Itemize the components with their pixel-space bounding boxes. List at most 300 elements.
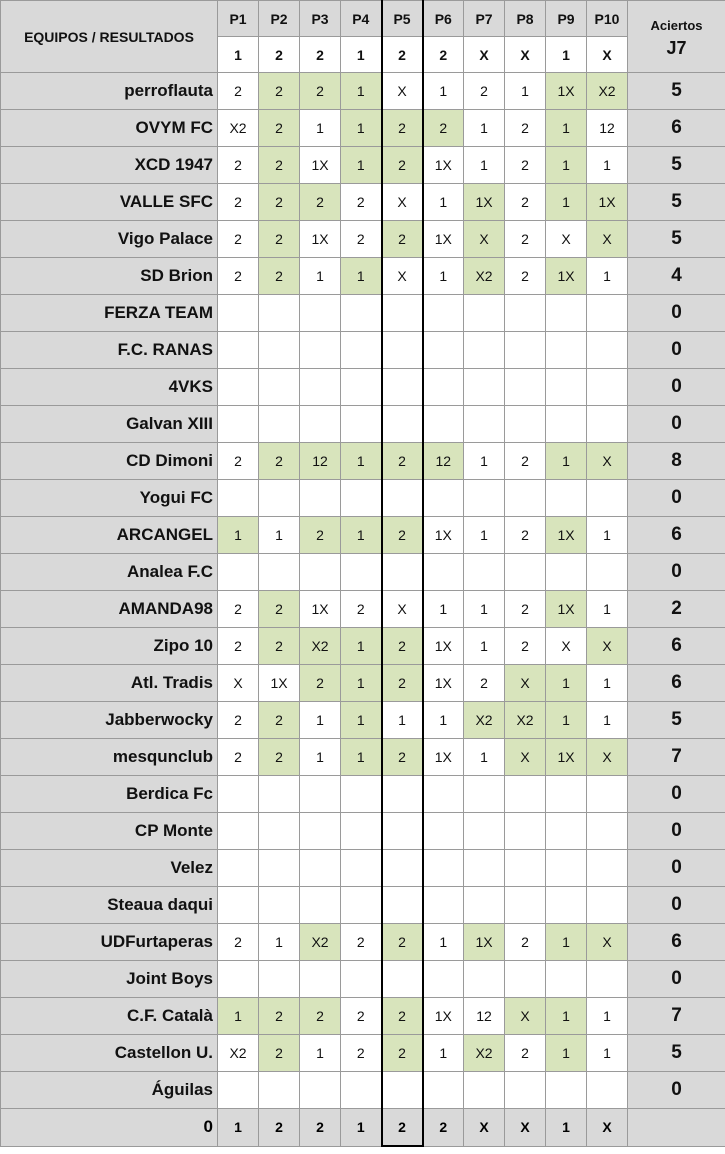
aciertos-score: 5 — [628, 147, 725, 184]
question-header: P9 — [546, 1, 587, 37]
prediction-cell: 1 — [464, 591, 505, 628]
prediction-cell: 2 — [218, 184, 259, 221]
table-row — [1, 702, 725, 739]
prediction-cell — [505, 961, 546, 998]
prediction-cell — [382, 887, 423, 924]
prediction-cell — [464, 813, 505, 850]
prediction-cell — [546, 369, 587, 406]
prediction-cell — [382, 776, 423, 813]
prediction-cell: 2 — [218, 628, 259, 665]
prediction-cell: 1 — [300, 1035, 341, 1072]
table-row — [1, 406, 725, 443]
prediction-cell: 1 — [423, 702, 464, 739]
prediction-cell — [341, 406, 382, 443]
prediction-cell — [259, 332, 300, 369]
prediction-cell: 2 — [218, 924, 259, 961]
prediction-cell — [300, 369, 341, 406]
prediction-cell: 1 — [546, 998, 587, 1035]
prediction-cell: 1X — [423, 998, 464, 1035]
prediction-cell: 2 — [382, 1035, 423, 1072]
aciertos-score: 0 — [628, 406, 725, 443]
prediction-cell: 1 — [464, 147, 505, 184]
prediction-cell — [423, 554, 464, 591]
prediction-cell — [505, 332, 546, 369]
prediction-cell: 1 — [300, 258, 341, 295]
aciertos-score: 5 — [628, 184, 725, 221]
prediction-cell — [587, 369, 628, 406]
prediction-cell — [382, 554, 423, 591]
prediction-cell: 2 — [259, 110, 300, 147]
prediction-cell: 2 — [259, 702, 300, 739]
prediction-cell: 12 — [300, 443, 341, 480]
aciertos-score: 0 — [628, 480, 725, 517]
table-row — [1, 850, 725, 887]
prediction-cell: X2 — [300, 924, 341, 961]
prediction-cell: 1 — [546, 184, 587, 221]
prediction-cell: 1X — [546, 739, 587, 776]
table-row — [1, 110, 725, 147]
prediction-cell: 2 — [382, 221, 423, 258]
aciertos-score: 5 — [628, 221, 725, 258]
correct-result: 2 — [300, 37, 341, 73]
prediction-cell — [341, 295, 382, 332]
team-name: SD Brion — [1, 258, 218, 295]
prediction-cell: X — [218, 665, 259, 702]
prediction-cell — [546, 1072, 587, 1109]
prediction-cell: X — [587, 443, 628, 480]
prediction-cell: X — [382, 258, 423, 295]
prediction-cell: 2 — [505, 924, 546, 961]
question-header: P7 — [464, 1, 505, 37]
prediction-cell: X2 — [505, 702, 546, 739]
prediction-cell — [464, 406, 505, 443]
aciertos-score: 4 — [628, 258, 725, 295]
table-row — [1, 813, 725, 850]
prediction-cell — [382, 369, 423, 406]
prediction-cell: X — [382, 184, 423, 221]
prediction-cell: 1 — [423, 258, 464, 295]
table-row — [1, 73, 725, 110]
prediction-cell: 2 — [341, 998, 382, 1035]
prediction-cell: 1X — [546, 517, 587, 554]
prediction-cell: 2 — [341, 221, 382, 258]
prediction-cell: 2 — [218, 443, 259, 480]
prediction-cell: 1 — [382, 702, 423, 739]
prediction-cell: 1 — [423, 1035, 464, 1072]
team-name: Steaua daqui — [1, 887, 218, 924]
footer-result: X — [464, 1109, 505, 1147]
prediction-cell — [341, 554, 382, 591]
prediction-cell — [218, 554, 259, 591]
prediction-cell: 2 — [218, 147, 259, 184]
team-name: 4VKS — [1, 369, 218, 406]
prediction-cell: X — [464, 221, 505, 258]
prediction-cell — [587, 813, 628, 850]
prediction-cell — [382, 1072, 423, 1109]
prediction-cell: 1 — [218, 998, 259, 1035]
question-header: P1 — [218, 1, 259, 37]
prediction-cell — [341, 332, 382, 369]
prediction-cell: 2 — [300, 73, 341, 110]
prediction-cell — [464, 332, 505, 369]
prediction-cell: 1 — [464, 628, 505, 665]
prediction-cell: 1 — [587, 147, 628, 184]
prediction-cell: 2 — [218, 258, 259, 295]
prediction-cell: 2 — [218, 591, 259, 628]
prediction-cell — [341, 776, 382, 813]
table-row — [1, 887, 725, 924]
team-name: AMANDA98 — [1, 591, 218, 628]
prediction-cell — [382, 850, 423, 887]
table-row — [1, 332, 725, 369]
prediction-cell — [423, 295, 464, 332]
prediction-cell — [259, 406, 300, 443]
table-row — [1, 739, 725, 776]
prediction-cell — [587, 406, 628, 443]
footer-result: 1 — [341, 1109, 382, 1147]
prediction-cell — [259, 1072, 300, 1109]
team-name: Águilas — [1, 1072, 218, 1109]
prediction-cell: 1 — [546, 702, 587, 739]
prediction-cell — [300, 295, 341, 332]
prediction-cell — [218, 369, 259, 406]
team-name: Vigo Palace — [1, 221, 218, 258]
table-row — [1, 147, 725, 184]
aciertos-label: Aciertos — [650, 17, 703, 33]
prediction-cell: 2 — [505, 443, 546, 480]
prediction-cell: 12 — [464, 998, 505, 1035]
prediction-cell — [341, 369, 382, 406]
table-row — [1, 480, 725, 517]
question-header: P3 — [300, 1, 341, 37]
prediction-cell: 1X — [423, 221, 464, 258]
correct-result: 2 — [423, 37, 464, 73]
team-name: Zipo 10 — [1, 628, 218, 665]
prediction-cell: 1X — [423, 147, 464, 184]
aciertos-score: 8 — [628, 443, 725, 480]
prediction-cell — [587, 961, 628, 998]
prediction-cell: 2 — [259, 147, 300, 184]
prediction-cell: 2 — [382, 628, 423, 665]
prediction-cell — [382, 295, 423, 332]
prediction-cell: X2 — [218, 1035, 259, 1072]
aciertos-score: 0 — [628, 332, 725, 369]
prediction-cell: 2 — [341, 591, 382, 628]
prediction-cell — [587, 850, 628, 887]
prediction-cell: 2 — [505, 184, 546, 221]
prediction-cell — [546, 554, 587, 591]
aciertos-score: 6 — [628, 924, 725, 961]
prediction-cell — [546, 850, 587, 887]
aciertos-score: 5 — [628, 1035, 725, 1072]
prediction-cell: X — [587, 739, 628, 776]
prediction-cell — [341, 961, 382, 998]
prediction-cell: 1X — [546, 591, 587, 628]
prediction-cell: 2 — [300, 184, 341, 221]
prediction-cell: X — [505, 739, 546, 776]
prediction-cell: 1 — [300, 739, 341, 776]
prediction-cell: 1 — [423, 591, 464, 628]
prediction-cell: 1 — [341, 739, 382, 776]
prediction-cell: X2 — [464, 258, 505, 295]
prediction-cell: 1X — [423, 628, 464, 665]
prediction-cell: 1 — [587, 258, 628, 295]
prediction-cell — [505, 295, 546, 332]
table-row — [1, 998, 725, 1035]
correct-result: X — [587, 37, 628, 73]
correct-result: 2 — [382, 37, 423, 73]
prediction-cell: 2 — [382, 739, 423, 776]
prediction-cell — [382, 961, 423, 998]
footer-result: X — [505, 1109, 546, 1147]
question-header: P2 — [259, 1, 300, 37]
prediction-cell — [505, 1072, 546, 1109]
prediction-cell — [505, 480, 546, 517]
prediction-cell: 2 — [259, 221, 300, 258]
prediction-cell: 2 — [505, 1035, 546, 1072]
correct-result: X — [464, 37, 505, 73]
correct-result: 2 — [259, 37, 300, 73]
prediction-cell — [546, 776, 587, 813]
prediction-cell: X — [505, 998, 546, 1035]
prediction-cell: 1 — [300, 110, 341, 147]
prediction-cell: 1 — [464, 517, 505, 554]
prediction-cell: 2 — [259, 184, 300, 221]
aciertos-score: 6 — [628, 110, 725, 147]
prediction-cell: X2 — [218, 110, 259, 147]
prediction-cell: 1 — [341, 73, 382, 110]
table-row — [1, 1072, 725, 1109]
prediction-cell — [423, 776, 464, 813]
prediction-cell — [341, 887, 382, 924]
prediction-cell: 1 — [464, 110, 505, 147]
prediction-cell — [505, 554, 546, 591]
prediction-cell — [259, 776, 300, 813]
team-name: perroflauta — [1, 73, 218, 110]
prediction-cell: X2 — [300, 628, 341, 665]
prediction-cell — [300, 332, 341, 369]
prediction-cell: 1 — [464, 739, 505, 776]
prediction-cell: 1 — [341, 702, 382, 739]
prediction-cell — [464, 887, 505, 924]
prediction-cell — [464, 850, 505, 887]
prediction-cell — [423, 332, 464, 369]
prediction-cell: 2 — [505, 110, 546, 147]
prediction-cell — [259, 887, 300, 924]
prediction-cell: 1 — [423, 924, 464, 961]
prediction-cell: 2 — [259, 739, 300, 776]
prediction-cell: 2 — [341, 184, 382, 221]
question-header: P8 — [505, 1, 546, 37]
aciertos-score: 0 — [628, 813, 725, 850]
team-name: C.F. Català — [1, 998, 218, 1035]
footer-label: 0 — [1, 1109, 218, 1147]
prediction-cell: 1X — [300, 221, 341, 258]
team-name: UDFurtaperas — [1, 924, 218, 961]
prediction-cell: X — [546, 628, 587, 665]
prediction-cell: 1 — [546, 665, 587, 702]
team-name: XCD 1947 — [1, 147, 218, 184]
prediction-cell: 2 — [423, 110, 464, 147]
aciertos-score: 0 — [628, 887, 725, 924]
prediction-cell: 1 — [341, 665, 382, 702]
prediction-cell — [505, 369, 546, 406]
prediction-cell: 2 — [218, 739, 259, 776]
prediction-cell — [587, 480, 628, 517]
prediction-cell — [505, 776, 546, 813]
prediction-cell: 1X — [423, 517, 464, 554]
team-name: Yogui FC — [1, 480, 218, 517]
team-name: Joint Boys — [1, 961, 218, 998]
prediction-cell: 1X — [423, 739, 464, 776]
table-row — [1, 665, 725, 702]
team-name: mesqunclub — [1, 739, 218, 776]
prediction-cell — [300, 961, 341, 998]
table-row — [1, 517, 725, 554]
aciertos-score: 0 — [628, 850, 725, 887]
prediction-cell: 2 — [341, 1035, 382, 1072]
prediction-cell: 2 — [218, 73, 259, 110]
correct-result: X — [505, 37, 546, 73]
footer-result: X — [587, 1109, 628, 1147]
prediction-cell: 1 — [341, 110, 382, 147]
prediction-cell — [300, 813, 341, 850]
prediction-cell: 2 — [382, 443, 423, 480]
prediction-cell — [300, 554, 341, 591]
prediction-cell — [300, 850, 341, 887]
correct-result: 1 — [341, 37, 382, 73]
prediction-cell: 1 — [587, 665, 628, 702]
prediction-cell: 1 — [341, 443, 382, 480]
footer-result: 1 — [218, 1109, 259, 1147]
prediction-cell — [423, 961, 464, 998]
prediction-cell: 12 — [587, 110, 628, 147]
prediction-cell — [382, 480, 423, 517]
footer-result: 2 — [259, 1109, 300, 1147]
prediction-cell: 2 — [382, 147, 423, 184]
table-row — [1, 258, 725, 295]
question-header: P10 — [587, 1, 628, 37]
prediction-cell: 1 — [505, 73, 546, 110]
prediction-cell — [300, 406, 341, 443]
prediction-cell — [423, 1072, 464, 1109]
prediction-cell — [464, 369, 505, 406]
aciertos-score: 6 — [628, 665, 725, 702]
prediction-cell: 2 — [259, 628, 300, 665]
table-row — [1, 184, 725, 221]
aciertos-score: 2 — [628, 591, 725, 628]
prediction-cell — [587, 554, 628, 591]
prediction-cell — [423, 406, 464, 443]
prediction-cell — [587, 332, 628, 369]
prediction-cell — [218, 295, 259, 332]
prediction-cell — [218, 887, 259, 924]
prediction-cell — [464, 961, 505, 998]
correct-result: 1 — [546, 37, 587, 73]
prediction-cell: 2 — [259, 73, 300, 110]
team-name: F.C. RANAS — [1, 332, 218, 369]
prediction-cell: 2 — [464, 665, 505, 702]
prediction-cell — [546, 887, 587, 924]
prediction-cell — [423, 480, 464, 517]
prediction-cell: 1X — [546, 73, 587, 110]
prediction-cell: 1X — [587, 184, 628, 221]
prediction-cell: 2 — [505, 221, 546, 258]
table-row — [1, 628, 725, 665]
prediction-cell — [218, 776, 259, 813]
prediction-cell — [587, 1072, 628, 1109]
prediction-cell — [546, 813, 587, 850]
prediction-cell: 2 — [382, 517, 423, 554]
jornada-label: J7 — [666, 37, 687, 58]
prediction-cell — [341, 813, 382, 850]
prediction-cell: 1 — [464, 443, 505, 480]
prediction-cell — [587, 776, 628, 813]
aciertos-score: 6 — [628, 517, 725, 554]
prediction-cell — [341, 1072, 382, 1109]
aciertos-score: 0 — [628, 961, 725, 998]
prediction-cell: 2 — [505, 147, 546, 184]
aciertos-score: 0 — [628, 776, 725, 813]
aciertos-score: 7 — [628, 739, 725, 776]
prediction-cell — [259, 295, 300, 332]
prediction-cell: 2 — [505, 258, 546, 295]
prediction-cell: 1X — [464, 924, 505, 961]
prediction-cell: 1 — [546, 110, 587, 147]
table-row — [1, 221, 725, 258]
question-header: P6 — [423, 1, 464, 37]
prediction-cell: 1 — [587, 998, 628, 1035]
prediction-cell — [259, 554, 300, 591]
prediction-cell: 1 — [546, 924, 587, 961]
team-name: CD Dimoni — [1, 443, 218, 480]
footer-result: 1 — [546, 1109, 587, 1147]
prediction-cell — [423, 813, 464, 850]
prediction-cell: 1 — [587, 1035, 628, 1072]
question-header: P4 — [341, 1, 382, 37]
prediction-cell — [300, 887, 341, 924]
footer-result: 2 — [300, 1109, 341, 1147]
prediction-cell: X — [546, 221, 587, 258]
prediction-cell: 1X — [259, 665, 300, 702]
prediction-cell — [218, 813, 259, 850]
prediction-cell — [218, 1072, 259, 1109]
prediction-cell: 1X — [423, 665, 464, 702]
prediction-cell: 2 — [505, 591, 546, 628]
prediction-cell: 1 — [341, 628, 382, 665]
prediction-cell — [546, 406, 587, 443]
prediction-cell: 1X — [300, 147, 341, 184]
team-name: Galvan XIII — [1, 406, 218, 443]
prediction-cell — [464, 480, 505, 517]
prediction-cell: 1 — [300, 702, 341, 739]
prediction-cell: 1 — [218, 517, 259, 554]
footer-result: 2 — [423, 1109, 464, 1147]
prediction-cell: X2 — [587, 73, 628, 110]
aciertos-score: 6 — [628, 628, 725, 665]
prediction-cell: 1 — [546, 147, 587, 184]
footer-row — [1, 1109, 725, 1147]
aciertos-score: 0 — [628, 554, 725, 591]
prediction-cell — [382, 406, 423, 443]
prediction-cell — [259, 813, 300, 850]
prediction-cell: 2 — [300, 517, 341, 554]
prediction-cell — [218, 332, 259, 369]
prediction-cell: 1 — [341, 258, 382, 295]
team-name: Berdica Fc — [1, 776, 218, 813]
prediction-cell: 2 — [218, 221, 259, 258]
prediction-cell — [464, 776, 505, 813]
